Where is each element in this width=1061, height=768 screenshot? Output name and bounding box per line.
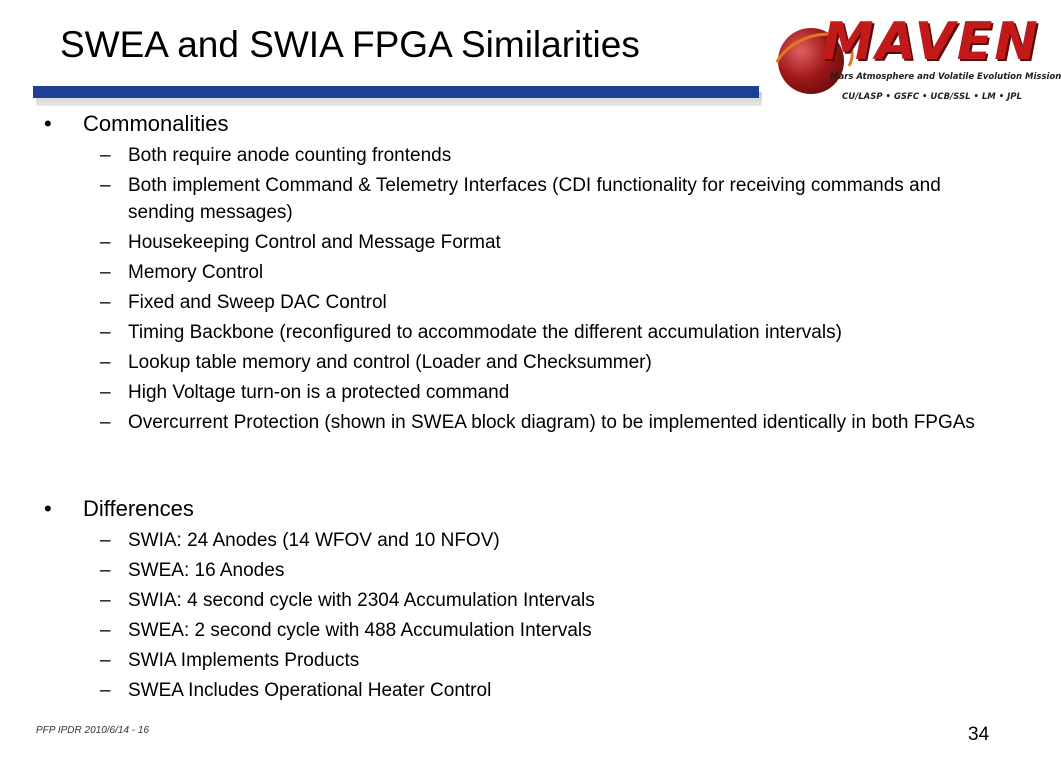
dash-marker: – bbox=[100, 262, 111, 283]
bullet-dot: • bbox=[44, 496, 52, 521]
section-heading: Differences bbox=[83, 496, 194, 521]
section-heading: Commonalities bbox=[83, 111, 229, 136]
footer-text: PFP IPDR 2010/6/14 - 16 bbox=[36, 725, 150, 736]
list-item-text: Lookup table memory and control (Loader and Checksummer) bbox=[128, 352, 652, 373]
logo-partners-text: CU/LASP • GSFC • UCB/SSL • LM • JPL bbox=[842, 92, 1022, 102]
list-item-text: SWIA Implements Products bbox=[128, 650, 360, 671]
list-item-text: Memory Control bbox=[128, 262, 264, 283]
dash-marker: – bbox=[100, 620, 111, 641]
dash-marker: – bbox=[100, 650, 111, 671]
dash-marker: – bbox=[100, 322, 111, 343]
maven-logo bbox=[770, 10, 1061, 115]
dash-marker: – bbox=[100, 412, 111, 433]
dash-marker: – bbox=[100, 232, 111, 253]
list-item-text: SWEA: 2 second cycle with 488 Accumulation Intervals bbox=[128, 620, 592, 641]
list-item-text: Timing Backbone (reconfigured to accommodate the different accumulation intervals) bbox=[128, 322, 842, 343]
list-item-text: Both implement Command & Telemetry Interfaces (CDI functionality for receiving commands and sending messages) bbox=[128, 175, 941, 223]
list-item-text: SWIA: 4 second cycle with 2304 Accumulation Intervals bbox=[128, 590, 595, 611]
dash-marker: – bbox=[100, 560, 111, 581]
slide-title: SWEA and SWIA FPGA Similarities bbox=[60, 24, 640, 65]
dash-marker: – bbox=[100, 175, 111, 196]
dash-marker: – bbox=[100, 145, 111, 166]
bullet-dot: • bbox=[44, 111, 52, 136]
logo-word: MAVEN bbox=[822, 12, 1040, 72]
logo-mission-text: Mars Atmosphere and Volatile Evolution Mission bbox=[830, 72, 1061, 82]
dash-marker: – bbox=[100, 382, 111, 403]
dash-marker: – bbox=[100, 530, 111, 551]
list-item-text: Both require anode counting frontends bbox=[128, 145, 452, 166]
list-item-text: Housekeeping Control and Message Format bbox=[128, 232, 501, 253]
dash-marker: – bbox=[100, 680, 111, 701]
dash-marker: – bbox=[100, 590, 111, 611]
list-item-text: High Voltage turn-on is a protected command bbox=[128, 382, 510, 403]
list-item-text: Overcurrent Protection (shown in SWEA block diagram) to be implemented identically in both FPGAs bbox=[128, 412, 975, 433]
list-item-text: SWIA: 24 Anodes (14 WFOV and 10 NFOV) bbox=[128, 530, 500, 551]
dash-marker: – bbox=[100, 352, 111, 373]
list-item-text: SWEA Includes Operational Heater Control bbox=[128, 680, 492, 701]
page-number: 34 bbox=[968, 724, 990, 745]
dash-marker: – bbox=[100, 292, 111, 313]
title-rule bbox=[33, 86, 759, 98]
list-item-text: Fixed and Sweep DAC Control bbox=[128, 292, 387, 313]
list-item-text: SWEA: 16 Anodes bbox=[128, 560, 285, 581]
